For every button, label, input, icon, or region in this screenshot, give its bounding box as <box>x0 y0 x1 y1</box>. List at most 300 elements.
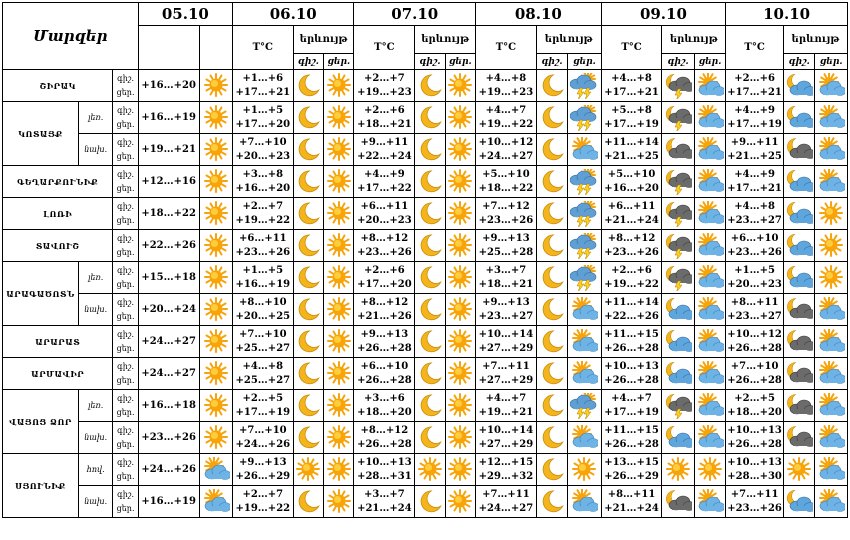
temp-header: T°C <box>476 26 537 70</box>
temperature-cell: +18…+22 <box>138 198 199 230</box>
table-row <box>3 166 848 198</box>
temperature-cell: +2…+5 +18…+20 <box>726 390 784 422</box>
sun-icon <box>445 422 475 454</box>
sun-icon <box>324 422 354 454</box>
temperature-cell: +9…+13 +26…+29 <box>232 454 293 486</box>
sun-icon <box>324 262 354 294</box>
dark-cloud-moon-icon <box>783 358 814 390</box>
temperature-cell: +5…+8 +17…+19 <box>601 102 662 134</box>
thunderstorm-cloud-icon <box>568 166 601 198</box>
moon-icon <box>293 358 323 390</box>
temperature-cell: +1…+5 +17…+20 <box>232 102 293 134</box>
sun-behind-cloud-icon <box>815 102 848 134</box>
temperature-cell: +11…+15 +26…+28 <box>601 422 662 454</box>
temperature-cell: +4…+9 +17…+22 <box>354 166 415 198</box>
temperature-cell: +4…+8 +17…+21 <box>601 70 662 102</box>
sun-behind-cloud-icon <box>815 358 848 390</box>
temperature-cell: +7…+11 +24…+27 <box>476 486 537 518</box>
day-header: ցեր. <box>815 54 848 70</box>
sun-icon <box>324 166 354 198</box>
sun-icon <box>324 198 354 230</box>
temperature-cell: +8…+12 +23…+26 <box>354 230 415 262</box>
moon-icon <box>536 422 567 454</box>
moon-icon <box>415 294 445 326</box>
sun-icon <box>324 390 354 422</box>
sun-behind-cloud-icon <box>694 198 725 230</box>
sun-icon <box>445 230 475 262</box>
date-header-3: 08.10 <box>476 3 602 26</box>
region-name: ՎԱՅՈՑ ՁՈՐ <box>3 390 79 454</box>
table-row <box>3 454 848 486</box>
temperature-cell: +24…+27 <box>138 326 199 358</box>
temperature-cell: +15…+18 <box>138 262 199 294</box>
table-row <box>3 262 848 294</box>
empty-header-cell <box>138 26 199 70</box>
sun-behind-cloud-icon <box>694 102 725 134</box>
temperature-cell: +4…+7 +19…+21 <box>476 390 537 422</box>
moon-cloud-icon <box>662 294 694 326</box>
sun-icon <box>324 102 354 134</box>
moon-icon <box>293 134 323 166</box>
temperature-cell: +2…+6 +19…+22 <box>601 262 662 294</box>
moon-cloud-icon <box>662 358 694 390</box>
moon-icon <box>293 390 323 422</box>
day-night-labels: գիշ. ցեր. <box>113 326 138 358</box>
sun-behind-cloud-icon <box>815 166 848 198</box>
weather-header: երևույթ <box>662 26 726 54</box>
sun-behind-cloud-icon <box>694 230 725 262</box>
temperature-cell: +5…+10 +18…+22 <box>476 166 537 198</box>
temperature-cell: +7…+11 +27…+29 <box>476 358 537 390</box>
temperature-cell: +8…+12 +21…+26 <box>354 294 415 326</box>
sun-icon <box>293 454 323 486</box>
moon-icon <box>536 262 567 294</box>
temperature-cell: +7…+10 +26…+28 <box>726 358 784 390</box>
temperature-cell: +1…+5 +16…+19 <box>232 262 293 294</box>
night-header: գիշ. <box>662 54 694 70</box>
day-night-labels: գիշ. ցեր. <box>113 134 138 166</box>
sun-icon <box>199 262 232 294</box>
sun-icon <box>324 454 354 486</box>
sun-icon <box>199 358 232 390</box>
region-name: ԼՈՌԻ <box>3 198 113 230</box>
moon-icon <box>293 294 323 326</box>
temperature-cell: +6…+11 +20…+23 <box>354 198 415 230</box>
night-header: գիշ. <box>536 54 567 70</box>
temperature-cell: +4…+9 +17…+21 <box>726 166 784 198</box>
moon-thunderstorm-icon <box>662 198 694 230</box>
day-header: ցեր. <box>694 54 725 70</box>
table-row <box>3 102 848 134</box>
sun-behind-cloud-icon <box>694 422 725 454</box>
day-header: ցեր. <box>445 54 475 70</box>
moon-icon <box>293 422 323 454</box>
night-header: գիշ. <box>293 54 323 70</box>
temperature-cell: +11…+14 +22…+26 <box>601 294 662 326</box>
temperature-cell: +10…+12 +24…+27 <box>476 134 537 166</box>
temperature-cell: +24…+26 <box>138 454 199 486</box>
temperature-cell: +5…+10 +16…+20 <box>601 166 662 198</box>
temperature-cell: +7…+10 +20…+23 <box>232 134 293 166</box>
temperature-cell: +9…+13 +23…+27 <box>476 294 537 326</box>
moon-cloud-icon <box>783 262 814 294</box>
region-name: ԱՐԱԳԱԾՈՏՆ <box>3 262 79 326</box>
temp-header: T°C <box>726 26 784 70</box>
temperature-cell: +10…+14 +27…+29 <box>476 326 537 358</box>
sun-icon <box>815 262 848 294</box>
day-night-labels: գիշ. ցեր. <box>113 454 138 486</box>
temperature-cell: +16…+19 <box>138 102 199 134</box>
temperature-cell: +6…+11 +23…+26 <box>232 230 293 262</box>
temperature-cell: +4…+7 +19…+22 <box>476 102 537 134</box>
table-row <box>3 390 848 422</box>
moon-icon <box>293 230 323 262</box>
subregion-label: լեռ. <box>78 262 112 294</box>
weather-forecast-table <box>2 2 848 518</box>
temperature-cell: +2…+7 +19…+22 <box>232 198 293 230</box>
temperature-cell: +8…+10 +20…+25 <box>232 294 293 326</box>
moon-icon <box>415 486 445 518</box>
moon-icon <box>536 454 567 486</box>
sun-icon <box>445 70 475 102</box>
moon-icon <box>293 102 323 134</box>
moon-icon <box>536 486 567 518</box>
sun-behind-cloud-icon <box>694 486 725 518</box>
moon-icon <box>536 294 567 326</box>
temperature-cell: +1…+6 +17…+21 <box>232 70 293 102</box>
temperature-cell: +2…+7 +19…+23 <box>354 70 415 102</box>
subregion-label: լեռ. <box>78 102 112 134</box>
temperature-cell: +20…+24 <box>138 294 199 326</box>
temperature-cell: +11…+15 +26…+28 <box>601 326 662 358</box>
subregion-label: նախ. <box>78 486 112 518</box>
sun-behind-cloud-icon <box>199 486 232 518</box>
sun-behind-cloud-icon <box>694 358 725 390</box>
temperature-cell: +2…+5 +17…+19 <box>232 390 293 422</box>
thunderstorm-cloud-icon <box>568 230 601 262</box>
temperature-cell: +8…+12 +23…+26 <box>601 230 662 262</box>
sun-icon <box>445 262 475 294</box>
date-header-2: 07.10 <box>354 3 476 26</box>
moon-icon <box>536 230 567 262</box>
sun-behind-cloud-icon <box>568 422 601 454</box>
table-row <box>3 134 848 166</box>
sun-icon <box>324 294 354 326</box>
moon-icon <box>536 134 567 166</box>
sun-icon <box>324 358 354 390</box>
sun-behind-cloud-icon <box>694 70 725 102</box>
sun-behind-cloud-icon <box>694 326 725 358</box>
sun-icon <box>445 454 475 486</box>
temperature-cell: +6…+10 +26…+28 <box>354 358 415 390</box>
weather-header: երևույթ <box>415 26 476 54</box>
table-row <box>3 486 848 518</box>
sun-behind-cloud-icon <box>568 358 601 390</box>
sun-behind-cloud-icon <box>694 134 725 166</box>
sun-icon <box>445 326 475 358</box>
temperature-cell: +19…+21 <box>138 134 199 166</box>
temperature-cell: +11…+14 +21…+25 <box>601 134 662 166</box>
temperature-cell: +3…+7 +18…+21 <box>476 262 537 294</box>
temperature-cell: +9…+13 +26…+28 <box>354 326 415 358</box>
day-night-labels: գիշ. ցեր. <box>113 166 138 198</box>
region-name: ԿՈՏԱՅՔ <box>3 102 79 166</box>
temperature-cell: +16…+19 <box>138 486 199 518</box>
temperature-cell: +23…+26 <box>138 422 199 454</box>
sun-icon <box>445 358 475 390</box>
sun-icon <box>445 198 475 230</box>
sun-behind-cloud-icon <box>815 134 848 166</box>
moon-icon <box>415 326 445 358</box>
temperature-cell: +6…+11 +21…+24 <box>601 198 662 230</box>
temperature-cell: +9…+11 +22…+24 <box>354 134 415 166</box>
temperature-cell: +3…+8 +16…+20 <box>232 166 293 198</box>
sun-icon <box>445 486 475 518</box>
moon-icon <box>293 198 323 230</box>
temp-header: T°C <box>354 26 415 70</box>
dark-cloud-moon-icon <box>662 134 694 166</box>
subregion-label: լեռ. <box>78 390 112 422</box>
table-row <box>3 422 848 454</box>
moon-icon <box>415 166 445 198</box>
sun-behind-cloud-icon <box>815 454 848 486</box>
temperature-cell: +10…+13 +28…+30 <box>726 454 784 486</box>
day-night-labels: գիշ. ցեր. <box>113 102 138 134</box>
region-name: ՏԱՎՈՒՇ <box>3 230 113 262</box>
sun-icon <box>568 454 601 486</box>
dark-cloud-moon-icon <box>783 422 814 454</box>
moon-icon <box>536 166 567 198</box>
temperature-cell: +10…+12 +26…+28 <box>726 326 784 358</box>
moon-icon <box>536 326 567 358</box>
temperature-cell: +2…+7 +19…+22 <box>232 486 293 518</box>
region-name: ՇԻՐԱԿ <box>3 70 113 102</box>
sun-icon <box>445 102 475 134</box>
dark-cloud-moon-icon <box>783 326 814 358</box>
sun-icon <box>815 230 848 262</box>
moon-icon <box>293 262 323 294</box>
empty-header-cell <box>199 26 232 70</box>
day-night-labels: գիշ. ցեր. <box>113 198 138 230</box>
temperature-cell: +4…+8 +19…+23 <box>476 70 537 102</box>
subregion-label: նախ. <box>78 422 112 454</box>
moon-cloud-icon <box>783 198 814 230</box>
temperature-cell: +3…+7 +21…+24 <box>354 486 415 518</box>
night-header: գիշ. <box>783 54 814 70</box>
sun-icon <box>324 230 354 262</box>
region-name: ԱՐԱՐԱՏ <box>3 326 113 358</box>
sun-behind-cloud-icon <box>694 262 725 294</box>
moon-icon <box>536 358 567 390</box>
day-night-labels: գիշ. ցեր. <box>113 262 138 294</box>
day-header: ցեր. <box>324 54 354 70</box>
moon-icon <box>536 70 567 102</box>
temperature-cell: +10…+13 +26…+28 <box>601 358 662 390</box>
sun-icon <box>324 486 354 518</box>
dark-cloud-moon-icon <box>662 486 694 518</box>
moon-cloud-icon <box>783 70 814 102</box>
sun-behind-cloud-icon <box>815 422 848 454</box>
sun-behind-cloud-icon <box>815 70 848 102</box>
moon-icon <box>415 70 445 102</box>
moon-cloud-icon <box>662 422 694 454</box>
table-row <box>3 326 848 358</box>
temperature-cell: +9…+11 +21…+25 <box>726 134 784 166</box>
sun-behind-cloud-icon <box>694 294 725 326</box>
moon-cloud-icon <box>783 230 814 262</box>
moon-cloud-icon <box>662 326 694 358</box>
day-night-labels: գիշ. ցեր. <box>113 70 138 102</box>
day-night-labels: գիշ. ցեր. <box>113 294 138 326</box>
sun-icon <box>324 134 354 166</box>
sun-icon <box>199 134 232 166</box>
night-header: գիշ. <box>415 54 445 70</box>
temperature-cell: +6…+10 +23…+26 <box>726 230 784 262</box>
temperature-cell: +1…+5 +20…+23 <box>726 262 784 294</box>
temperature-cell: +7…+11 +23…+26 <box>726 486 784 518</box>
sun-behind-cloud-icon <box>694 166 725 198</box>
moon-thunderstorm-icon <box>662 390 694 422</box>
moon-thunderstorm-icon <box>662 230 694 262</box>
sun-icon <box>199 230 232 262</box>
table-row <box>3 230 848 262</box>
temperature-cell: +7…+10 +24…+26 <box>232 422 293 454</box>
temperature-cell: +12…+15 +29…+32 <box>476 454 537 486</box>
weather-header: երևույթ <box>536 26 601 54</box>
temperature-cell: +16…+20 <box>138 70 199 102</box>
moon-icon <box>293 326 323 358</box>
sun-icon <box>783 454 814 486</box>
temperature-cell: +24…+27 <box>138 358 199 390</box>
day-night-labels: գիշ. ցեր. <box>113 358 138 390</box>
moon-icon <box>536 390 567 422</box>
sun-behind-cloud-icon <box>568 134 601 166</box>
temperature-cell: +10…+13 +26…+28 <box>726 422 784 454</box>
day-header: ցեր. <box>568 54 601 70</box>
table-row <box>3 198 848 230</box>
temperature-cell: +7…+12 +23…+26 <box>476 198 537 230</box>
date-header-0: 05.10 <box>138 3 232 26</box>
moon-icon <box>415 198 445 230</box>
temperature-cell: +16…+18 <box>138 390 199 422</box>
sun-icon <box>445 390 475 422</box>
moon-icon <box>293 166 323 198</box>
temperature-cell: +2…+6 +17…+20 <box>354 262 415 294</box>
dark-cloud-moon-icon <box>783 294 814 326</box>
moon-icon <box>415 390 445 422</box>
sun-icon <box>694 454 725 486</box>
date-header-5: 10.10 <box>726 3 848 26</box>
temperature-cell: +8…+12 +26…+28 <box>354 422 415 454</box>
sun-behind-cloud-icon <box>815 326 848 358</box>
moon-icon <box>415 358 445 390</box>
table-row <box>3 358 848 390</box>
temperature-cell: +4…+9 +17…+19 <box>726 102 784 134</box>
moon-icon <box>293 70 323 102</box>
sun-icon <box>199 166 232 198</box>
temperature-cell: +4…+7 +17…+19 <box>601 390 662 422</box>
sun-icon <box>199 198 232 230</box>
subregion-label: նախ. <box>78 294 112 326</box>
temperature-cell: +10…+14 +27…+29 <box>476 422 537 454</box>
thunderstorm-cloud-icon <box>568 390 601 422</box>
sun-icon <box>415 454 445 486</box>
dark-cloud-moon-icon <box>783 390 814 422</box>
moon-cloud-icon <box>783 486 814 518</box>
sun-icon <box>199 294 232 326</box>
sun-behind-cloud-icon <box>815 390 848 422</box>
sun-icon <box>662 454 694 486</box>
temperature-cell: +12…+16 <box>138 166 199 198</box>
sun-behind-cloud-icon <box>568 486 601 518</box>
subregion-label: հով. <box>78 454 112 486</box>
temperature-cell: +8…+11 +21…+24 <box>601 486 662 518</box>
moon-icon <box>415 262 445 294</box>
temperature-cell: +8…+11 +23…+27 <box>726 294 784 326</box>
sun-icon <box>815 198 848 230</box>
moon-cloud-icon <box>783 166 814 198</box>
sun-icon <box>199 70 232 102</box>
day-night-labels: գիշ. ցեր. <box>113 230 138 262</box>
temperature-cell: +3…+6 +18…+20 <box>354 390 415 422</box>
thunderstorm-cloud-icon <box>568 262 601 294</box>
day-night-labels: գիշ. ցեր. <box>113 486 138 518</box>
sun-icon <box>445 294 475 326</box>
weather-header: երևույթ <box>783 26 847 54</box>
temperature-cell: +4…+8 +23…+27 <box>726 198 784 230</box>
moon-thunderstorm-icon <box>662 102 694 134</box>
moon-icon <box>415 422 445 454</box>
sun-behind-cloud-icon <box>568 326 601 358</box>
moon-icon <box>536 198 567 230</box>
region-name: ԳԵՂԱՐՔՈՒՆԻՔ <box>3 166 113 198</box>
sun-icon <box>445 134 475 166</box>
region-name: ԱՐՄԱՎԻՐ <box>3 358 113 390</box>
temperature-cell: +9…+13 +25…+28 <box>476 230 537 262</box>
thunderstorm-cloud-icon <box>568 198 601 230</box>
table-row <box>3 294 848 326</box>
moon-thunderstorm-icon <box>662 166 694 198</box>
moon-icon <box>415 102 445 134</box>
sun-icon <box>199 422 232 454</box>
moon-cloud-icon <box>783 102 814 134</box>
sun-behind-cloud-icon <box>568 294 601 326</box>
temperature-cell: +4…+8 +25…+27 <box>232 358 293 390</box>
thunderstorm-cloud-icon <box>568 70 601 102</box>
moon-icon <box>415 230 445 262</box>
sun-icon <box>445 166 475 198</box>
day-night-labels: գիշ. ցեր. <box>113 422 138 454</box>
region-header: Մարզեր <box>3 3 139 70</box>
sun-icon <box>199 326 232 358</box>
sun-icon <box>199 102 232 134</box>
subregion-label: նախ. <box>78 134 112 166</box>
sun-behind-cloud-icon <box>815 294 848 326</box>
temperature-cell: +7…+10 +25…+27 <box>232 326 293 358</box>
moon-icon <box>415 134 445 166</box>
temperature-cell: +2…+6 +17…+21 <box>726 70 784 102</box>
temp-header: T°C <box>232 26 293 70</box>
moon-thunderstorm-icon <box>662 70 694 102</box>
region-name: ՍՅՈՒՆԻՔ <box>3 454 79 518</box>
table-row <box>3 70 848 102</box>
temperature-cell: +10…+13 +28…+31 <box>354 454 415 486</box>
date-header-1: 06.10 <box>232 3 354 26</box>
weather-header: երևույթ <box>293 26 354 54</box>
date-header-4: 09.10 <box>601 3 726 26</box>
temp-header: T°C <box>601 26 662 70</box>
sun-icon <box>324 326 354 358</box>
